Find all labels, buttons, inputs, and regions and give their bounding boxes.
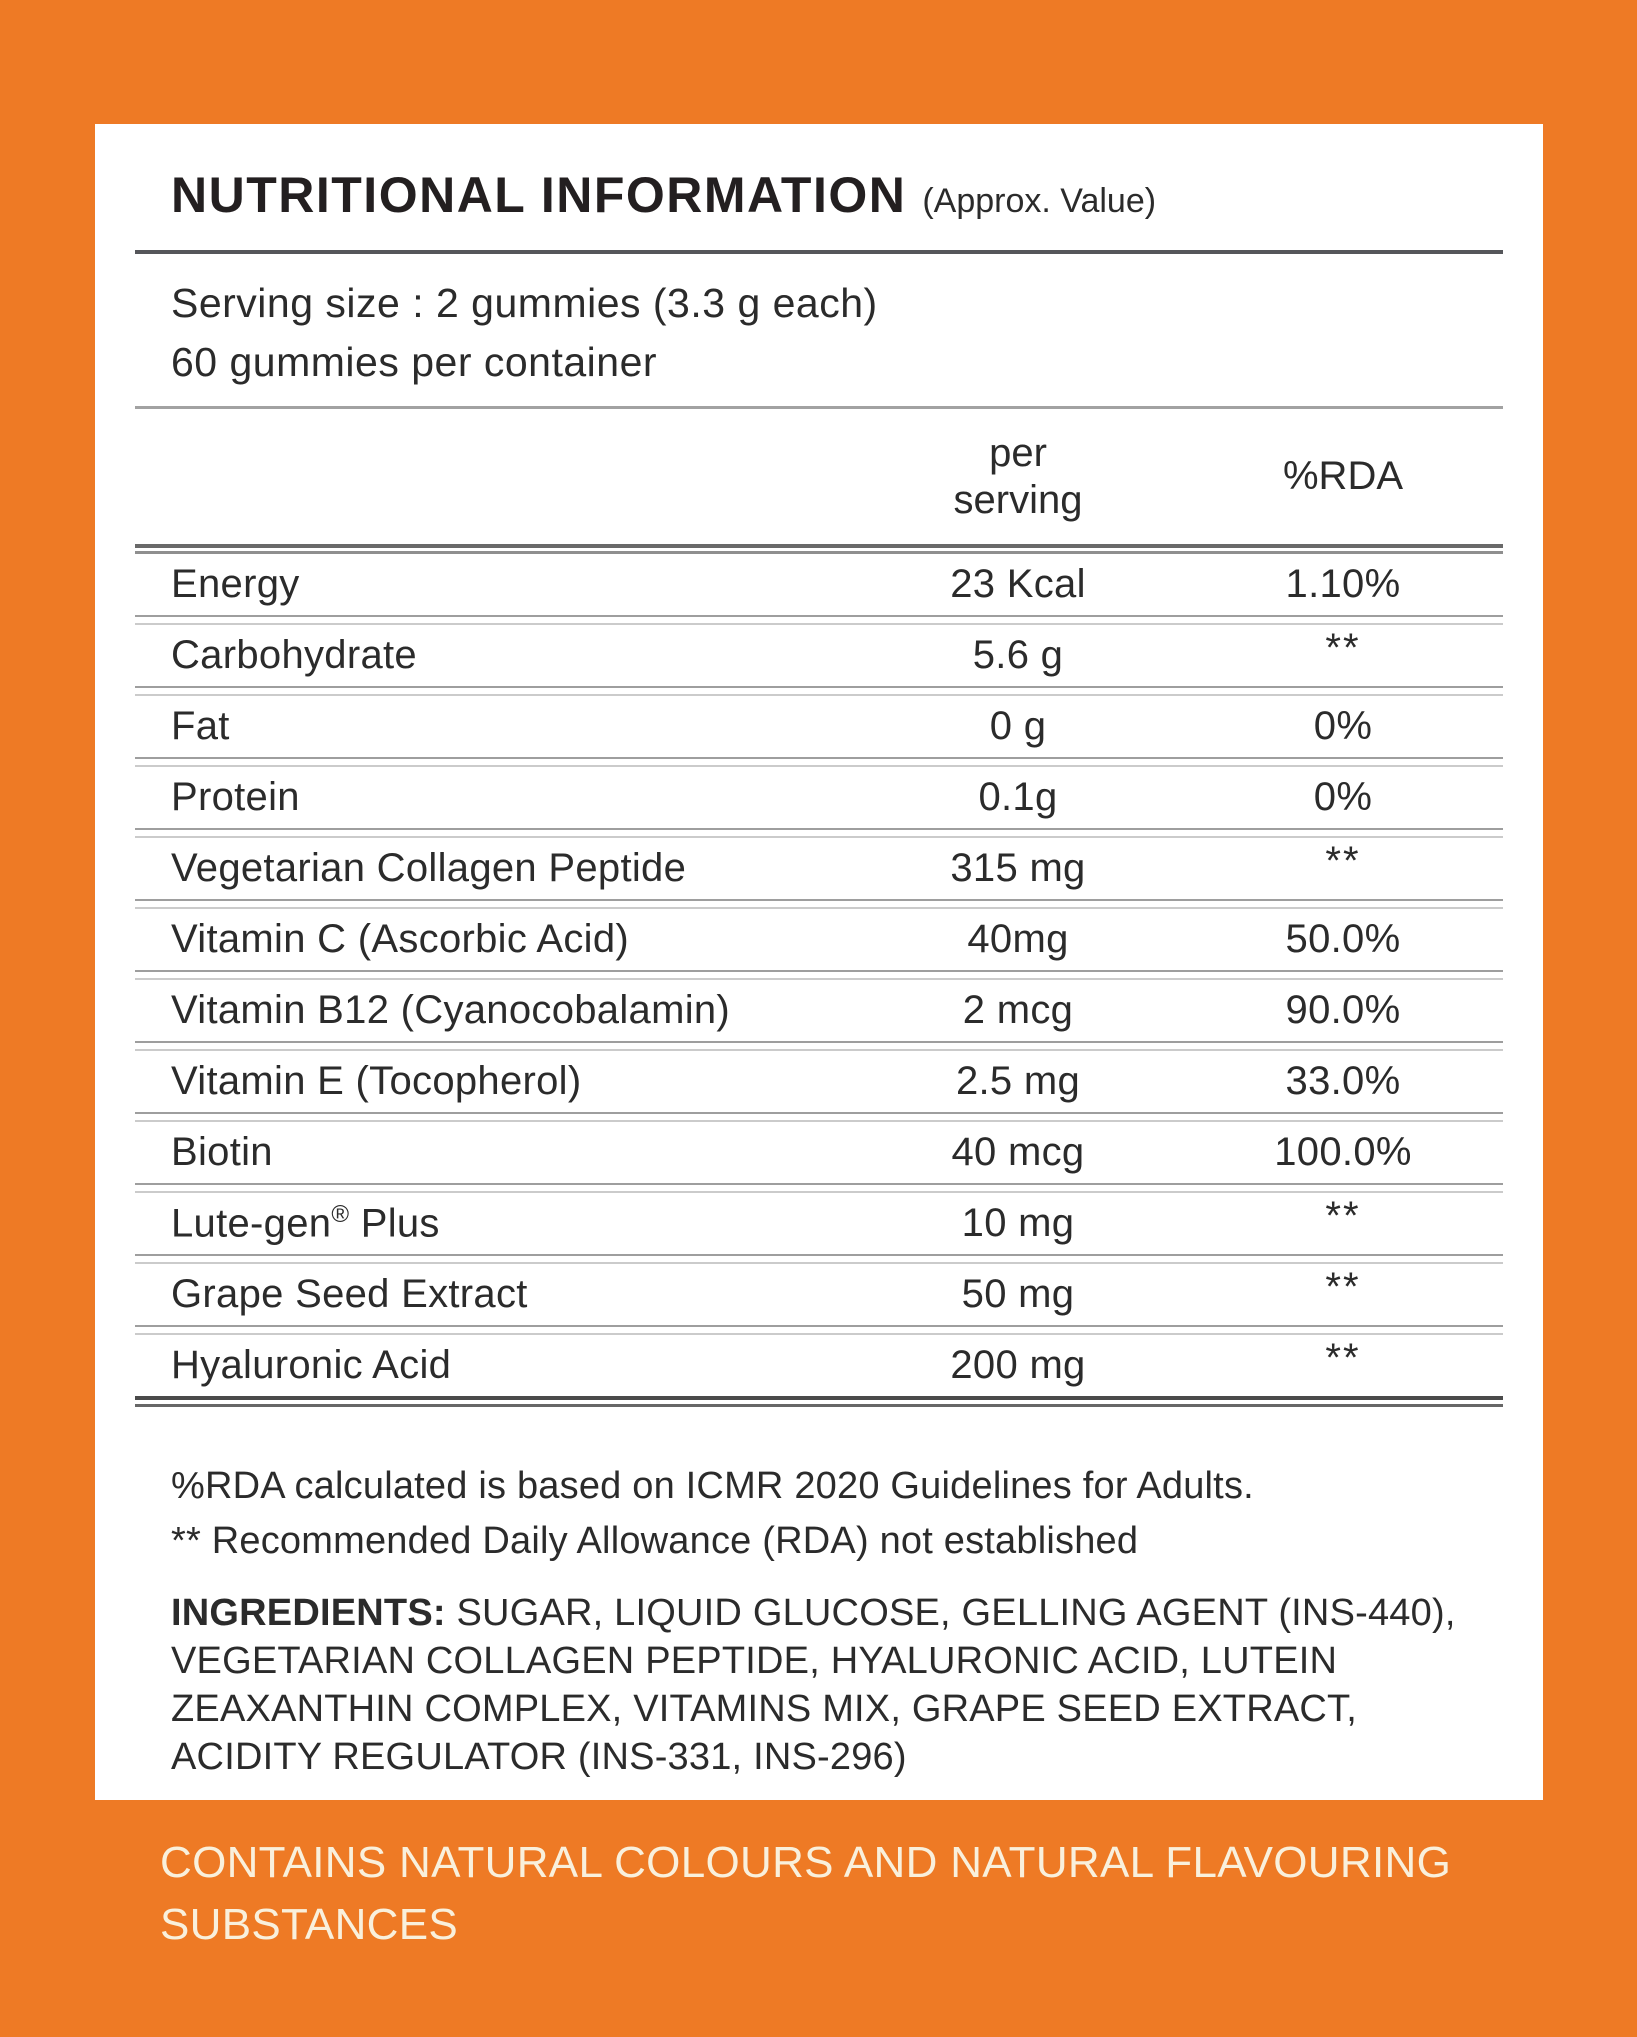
table-row — [135, 1264, 1503, 1325]
table-row — [135, 980, 1503, 1041]
table-row — [135, 1051, 1503, 1112]
table-row — [135, 625, 1503, 686]
nutrient-rda: 0% — [1313, 704, 1373, 748]
nutrient-name: Protein — [171, 775, 300, 819]
nutrient-name: Fat — [171, 704, 230, 748]
ingredients-list: SUGAR, LIQUID GLUCOSE, GELLING AGENT (INS-440), VEGETARIAN COLLAGEN PEPTIDE, HYALURONIC ACID, LUTEIN ZEAXANTHIN COMPLEX, VITAMINS MIX, GRAPE SEED EXTRACT, ACIDITY REGULATOR (INS-331, INS-296) — [171, 1592, 1456, 1778]
nutrient-rda: ** — [1325, 1336, 1361, 1380]
table-row — [135, 1193, 1503, 1254]
nutrient-amount: 0.1g — [978, 775, 1058, 819]
nutrient-amount: 2.5 mg — [955, 1059, 1081, 1103]
nutrient-name: Vitamin E (Tocopherol) — [171, 1059, 582, 1103]
table-row — [135, 696, 1503, 757]
row-divider — [135, 1112, 1503, 1122]
header-divider — [135, 544, 1503, 554]
nutrient-rda: 0% — [1313, 775, 1373, 819]
servings-per-container-line: 60 gummies per container — [171, 339, 658, 385]
table-row — [135, 909, 1503, 970]
nutrient-amount: 50 mg — [961, 1272, 1075, 1316]
nutrient-amount: 10 mg — [961, 1201, 1075, 1245]
nutrient-name: Vitamin C (Ascorbic Acid) — [171, 917, 630, 961]
nutrient-amount: 200 mg — [950, 1343, 1086, 1387]
table-row — [135, 767, 1503, 828]
row-divider — [135, 757, 1503, 767]
row-divider — [135, 1183, 1503, 1193]
nutrient-rda: ** — [1325, 1194, 1361, 1238]
nutrient-name: Vegetarian Collagen Peptide — [171, 846, 687, 890]
nutrient-amount: 5.6 g — [972, 633, 1064, 677]
nutrient-amount: 315 mg — [950, 846, 1086, 890]
nutrient-name: Carbohydrate — [171, 633, 417, 677]
nutrient-name: Hyaluronic Acid — [171, 1343, 452, 1387]
row-divider — [135, 615, 1503, 625]
table-header-row — [135, 409, 1503, 544]
rda-note-line: %RDA calculated is based on ICMR 2020 Guidelines for Adults. — [171, 1465, 1254, 1507]
serving-size-line: Serving size : 2 gummies (3.3 g each) — [171, 280, 878, 326]
row-divider — [135, 828, 1503, 838]
table-row — [135, 1122, 1503, 1183]
row-divider — [135, 970, 1503, 980]
nutrient-amount: 40 mcg — [951, 1130, 1085, 1174]
row-divider — [135, 899, 1503, 909]
row-divider — [135, 1254, 1503, 1264]
nutrient-amount: 0 g — [989, 704, 1047, 748]
nutrient-rda: 90.0% — [1285, 988, 1401, 1032]
nutrient-amount: 40mg — [967, 917, 1069, 961]
nutrient-rda: 33.0% — [1285, 1059, 1401, 1103]
natural-colours-note: CONTAINS NATURAL COLOURS AND NATURAL FLAVOURING SUBSTANCES — [160, 1838, 1452, 1949]
page-title: NUTRITIONAL INFORMATION — [171, 167, 907, 223]
nutrient-rda: 100.0% — [1274, 1130, 1412, 1174]
column-header-rda: %RDA — [1282, 454, 1404, 498]
serving-info — [135, 254, 1503, 406]
table-row — [135, 838, 1503, 899]
ingredients-section — [135, 1569, 1503, 1781]
nutrient-rda: 1.10% — [1285, 562, 1401, 606]
nutrition-label-card — [95, 124, 1543, 1800]
table-row — [135, 554, 1503, 615]
nutrient-amount: 2 mcg — [962, 988, 1074, 1032]
nutrient-rda: ** — [1325, 1265, 1361, 1309]
rda-not-established-line: ** Recommended Daily Allowance (RDA) not established — [171, 1520, 1139, 1562]
nutrient-rda: 50.0% — [1285, 917, 1401, 961]
nutrient-name: Lute-gen® Plus — [171, 1200, 440, 1246]
row-divider — [135, 1325, 1503, 1335]
table-row — [135, 1335, 1503, 1396]
ingredients-label: INGREDIENTS: — [171, 1592, 446, 1634]
row-divider — [135, 1041, 1503, 1051]
nutrient-name: Biotin — [171, 1130, 273, 1174]
row-divider — [135, 686, 1503, 696]
page-subtitle: (Approx. Value) — [922, 182, 1157, 220]
nutrient-name: Grape Seed Extract — [171, 1272, 528, 1316]
nutrient-rda: ** — [1325, 839, 1361, 883]
rda-footnotes — [135, 1407, 1503, 1569]
nutrient-amount: 23 Kcal — [950, 562, 1086, 606]
nutrient-name: Energy — [171, 562, 300, 606]
label-header — [135, 124, 1503, 224]
column-header-per-serving: per serving — [953, 430, 1083, 522]
table-bottom-divider — [135, 1396, 1503, 1407]
nutrient-name: Vitamin B12 (Cyanocobalamin) — [171, 988, 731, 1032]
nutrient-rda: ** — [1325, 626, 1361, 670]
